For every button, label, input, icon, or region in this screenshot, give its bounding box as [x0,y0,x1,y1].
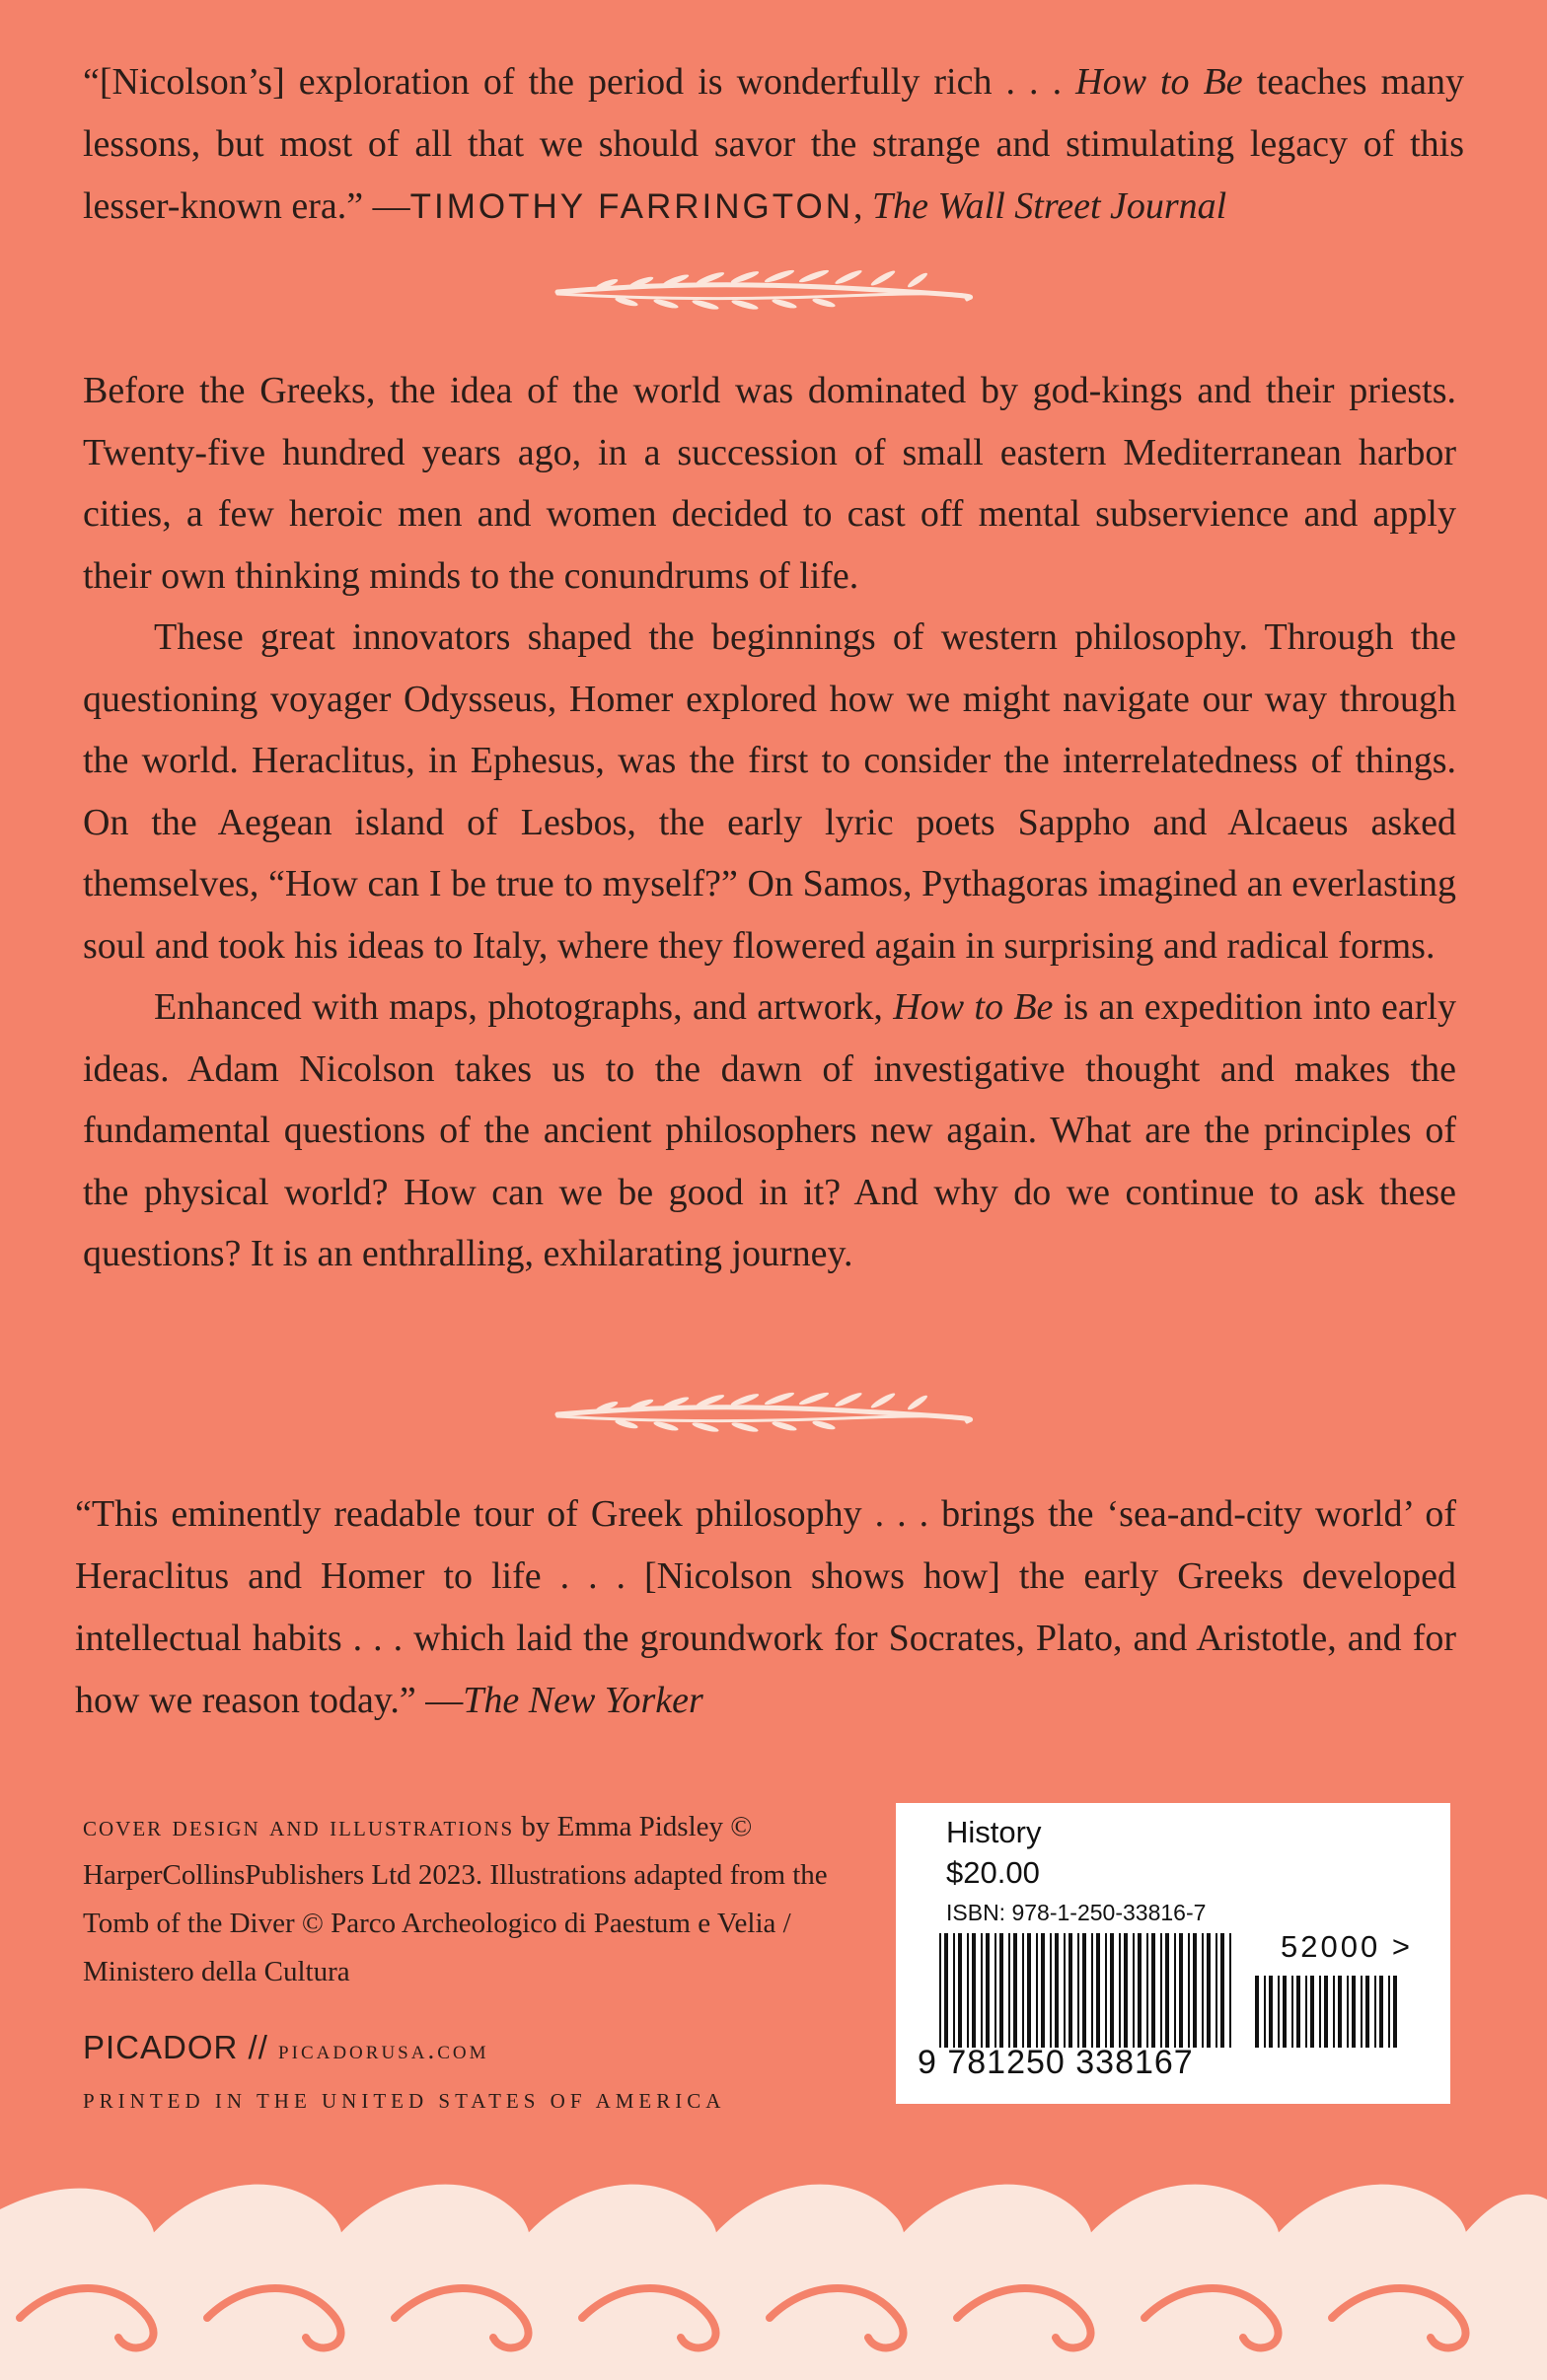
publisher-website: picadorusa.com [278,2035,489,2064]
publisher-name: PICADOR [83,2029,239,2065]
description-paragraph-3 [83,976,1456,1285]
book-description [83,360,1456,1285]
description-paragraph-2: These great innovators shaped the beginnings of western philosophy. Through the questioning voyager Odysseus, Homer explored how we might navigate our way through the world. Heraclitus, in Ephesus, was the first to consider the interrelatedness of things. On the Aegean island of Lesbos, the early lyric poets Sappho and Alcaeus asked themselves, “How can I be true to myself?” On Samos, Pythagoras imagined an everlasting soul and took his ideas to Italy, where they flowered again in surprising and radical forms. [83,616,1456,967]
wave-pattern-icon [0,2150,1547,2380]
credits-text: by Emma Pidsley © HarperCollinsPublishers Ltd 2023. Illustrations adapted from the Tomb of the Diver © Parco Archeologico di Paestum e Velia / Ministero della Cultura [83,1811,828,1987]
review-quote-top [83,51,1464,238]
barcode-digits: 9 781250 338167 [918,2044,1194,2081]
publisher-line [83,2029,489,2066]
publisher-separator: // [238,2029,279,2065]
barcode-isbn: ISBN: 978-1-250-33816-7 [946,1900,1207,1925]
paragraph-3-book-title: How to Be [893,986,1054,1028]
quote-top-attribution: TIMOTHY FARRINGTON [409,187,853,226]
paragraph-3-start: Enhanced with maps, photographs, and artwork, [154,986,894,1028]
review-quote-bottom [75,1483,1456,1732]
printed-in-line: PRINTED IN THE UNITED STATES OF AMERICA [83,2089,726,2113]
credits-label: cover design and illustrations [83,1810,515,1842]
paragraph-3-rest: is an expedition into early ideas. Adam Nicolson takes us to the dawn of investigative thought and makes the fundamental questions of the ancient philosophers new again. What are the principles of the physical world? How can we be good in it? And why do we continue to ask these questions? It is an enthralling, exhilarating journey. [83,986,1456,1274]
quote-bottom-source: The New Yorker [463,1680,703,1721]
cover-credits [83,1802,852,1996]
quote-top-source: The Wall Street Journal [872,185,1227,227]
barcode-label [896,1803,1450,2104]
quote-top-comma: , [853,185,872,227]
laurel-ornament-icon [548,1381,982,1440]
laurel-ornament-icon [548,258,982,318]
barcode-category: History [946,1815,1042,1849]
quote-top-open: “[Nicolson’s] exploration of the period is wonderfully rich . . . [83,61,1076,103]
quote-top-rest: teaches many lessons, but most of all that we should savor the strange and stimulating legacy of this lesser-known era.” — [83,61,1465,227]
quote-bottom-text: “This eminently readable tour of Greek philosophy . . . brings the ‘sea-and-city world’ of Heraclitus and Homer to life . . . [Nicolson shows how] the early Greeks developed intellectual habits . . . which laid the groundwork for Socrates, Plato, and Aristotle, and for how we reason today.” — [75,1493,1456,1721]
barcode-addon-digits: 52000 > [1281,1929,1413,1964]
description-paragraph-1: Before the Greeks, the idea of the world was dominated by god-kings and their priests. Twenty-five hundred years ago, in a succession of small eastern Mediterranean harbor cities, a few heroic men and women decided to cast off mental subservience and apply their own thinking minds to the conundrums of life. [83,370,1456,597]
quote-top-book-title: How to Be [1075,61,1243,103]
barcode-price: $20.00 [946,1855,1040,1890]
